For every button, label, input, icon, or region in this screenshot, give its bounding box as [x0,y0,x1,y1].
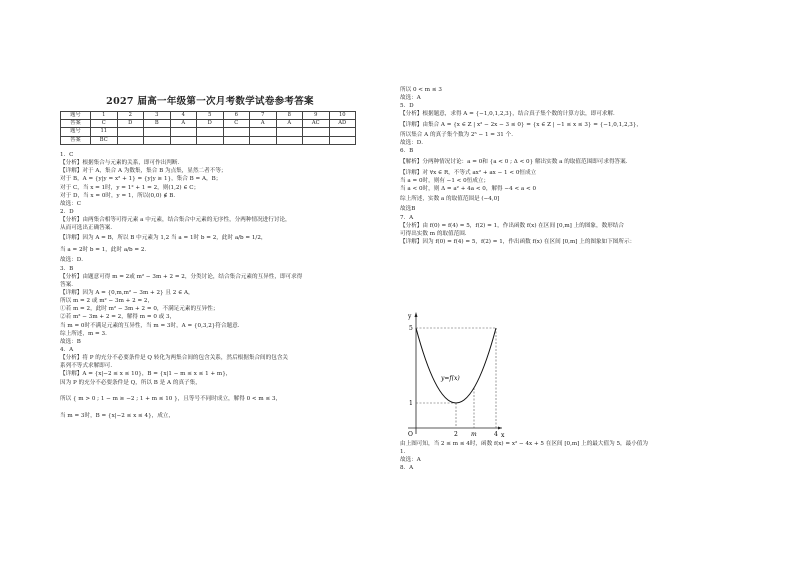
page-title: 2027 届高一年级第一次月考数学试卷参考答案 [106,96,314,107]
right-column-after-graph [400,440,700,473]
text-line: 综上所述，实数 a 的取值范围是 (−4,0] [400,196,500,203]
text-line: 从而可选出正确答案． [60,225,116,232]
answer-table-cell [170,128,197,136]
text-line: 故选：D． [400,139,427,146]
y-axis-label: y [408,313,412,320]
answer-table-cell: C [91,120,118,128]
text-line: 【详解】因为 A = B，所以 B 中元素为 1,2 当 a = 1时 b = 2，此时 a/b = 1/2， [60,235,267,242]
answer-table-cell: A [170,120,197,128]
text-line: 对于 D，当 x = 0时，y = 1，所以(0,0) ∉ B． [60,192,179,199]
text-line: 答案． [60,281,77,288]
text-line: 1． [400,449,410,456]
x-tick-4: 4 [494,431,498,438]
text-line: 所以 m = 2 或 m² − 3m + 2 = 2， [60,298,154,305]
answer-table-cell [303,136,330,144]
text-line: 4．A [60,346,74,353]
answer-table-cell: 5 [197,112,224,120]
answer-table-cell [144,136,171,144]
text-line: 故选：A [400,457,421,464]
answer-table-cell: 7 [250,112,277,120]
text-line: 综上所述，m = 3． [60,330,111,337]
text-line: 【分析】由 f(0) = f(4) = 5，f(2) = 1，作出函数 f(x) 在区间 [0,m] 上的图象，数形结合 [400,222,624,229]
answer-table-cell: B [144,120,171,128]
answer-table-cell [250,136,277,144]
answer-table-cell [170,136,197,144]
answer-table-cell [223,128,250,136]
text-line: 5．D [400,103,414,110]
text-line: 由上图可知，当 2 ≤ m ≤ 4时，函数 f(x) = x² − 4x + 5 在区间 [0,m] 上的最大值为 5，最小值为 [400,441,648,447]
answer-table-cell: 4 [170,112,197,120]
answer-table-cell [117,136,144,144]
x-axis-arrow [498,427,502,430]
text-line: 对于 B，A = {y|y = x² + 1} = {y|y ≥ 1}，集合 B = A，B； [60,176,222,183]
answer-table-cell [276,136,303,144]
origin-label: O [408,431,413,438]
parabola-curve [416,328,496,403]
x-tick-2: 2 [454,431,458,438]
y-tick-1: 1 [409,400,413,407]
text-line: 【分析】根据集合与元素的关系，即可作出判断． [60,160,184,167]
y-tick-5: 5 [409,325,413,332]
text-line: 【详解】因为 A = {0,m,m² − 3m + 2} 且 2 ∈ A， [60,289,194,296]
text-line: 【详解】因为 f(0) = f(4) = 5，f(2) = 1，作出函数 f(x) 在区间 [0,m] 上的图象如下图所示： [400,238,636,245]
answer-table-cell [117,128,144,136]
text-line: 对于 C，当 x = 1时，y = 1² + 1 = 2，则(1,2) ∈ C； [60,184,200,191]
answer-table-cell [144,128,171,136]
answer-table-cell [250,128,277,136]
text-line: 【详解】对于 A，集合 A 为数集，集合 B 为点集，显然二者不等； [60,168,227,175]
text-line: 所以 { m > 0 ; 1 − m ≥ −2 ; 1 + m ≤ 10 }，且等号不同时成立，解得 0 < m ≤ 3， [60,395,282,402]
text-line: 【分析】将 P 的充分不必要条件是 Q 转化为两集合间的包含关系，然后根据集合间的包含关 [60,355,289,362]
answer-table-cell: 3 [144,112,171,120]
text-line: 1．C [60,152,74,158]
text-line: 【详解】由集合 A = {x ∈ Z | x² − 2x − 3 ≤ 0} = {x ∈ Z | −1 ≤ x ≤ 3} = {−1,0,1,2,3}， [400,121,643,128]
graph-svg [398,310,508,438]
answer-table-header-cell: 题号 [61,128,91,136]
answer-table-cell [197,136,224,144]
text-line: 【详解】A = {x|−2 ≤ x ≤ 10}，B = {x|1 − m ≤ x ≤ 1 + m}， [60,371,232,378]
answer-table-row [61,128,356,136]
answer-table-cell: 10 [329,112,356,120]
answer-table-cell: A [250,120,277,128]
answer-table-cell [197,128,224,136]
text-line: 可得出实数 m 的取值范围． [400,230,471,237]
answer-table-cell: 6 [223,112,250,120]
answer-table [60,111,356,145]
answer-table-cell: 9 [303,112,330,120]
text-line: 因为 P 的充分不必要条件是 Q，所以 B 是 A 的真子集， [60,379,201,386]
answer-table-row [61,112,356,120]
text-line: ①若 m = 2，此时 m² − 3m + 2 = 0，不满足元素的互异性； [60,306,219,313]
text-line: 故选：D． [60,257,87,264]
text-line: 当 a = 0时，则有 −1 < 0恒成立； [400,178,490,185]
answer-table-cell [303,128,330,136]
text-line: 所以集合 A 的真子集个数为 2⁵ − 1 = 31 个． [400,131,517,138]
answer-table-row [61,136,356,144]
answer-table-header-cell: 答案 [61,136,91,144]
answer-table-cell: D [117,120,144,128]
answer-table-cell: C [223,120,250,128]
text-line: 【分析】由题意可得 m = 2或 m² − 3m + 2 = 2，分类讨论，结合集合元素的互异性，即可求得 [60,273,303,280]
answer-table-cell: 1 [91,112,118,120]
text-line: 当 a = 2时 b = 1，此时 a/b = 2． [60,247,151,254]
text-line: 当 m = 0时不满足元素的互异性，当 m = 3时，A = {0,3,2}符合题意． [60,322,244,329]
x-axis-label: x [501,432,505,438]
answer-table-cell: AC [303,120,330,128]
answer-table-header-cell: 答案 [61,120,91,128]
text-line: 系列不等式求解即可． [60,363,116,370]
answer-table-cell: 2 [117,112,144,120]
text-line: 当 m = 3时，B = {x|−2 ≤ x ≤ 4}，成立， [60,412,174,419]
text-line: 6．B [400,147,414,154]
text-line: 故选：A [400,95,421,102]
x-tick-m: m [471,431,477,438]
answer-table-cell [276,128,303,136]
text-line: 故选：C [60,200,82,207]
curve-label: y=f(x) [441,375,460,382]
answer-table-row [61,120,356,128]
text-line: 7．A [400,214,414,221]
answer-table-cell [329,136,356,144]
text-line: ②若 m² − 3m + 2 = 2，解得 m = 0 或 3， [60,314,176,321]
right-column [400,86,700,246]
left-column [60,151,360,420]
text-line: 【分析】根据题意，求得 A = {−1,0,1,2,3}，结合真子集个数的计算方法，即可求解． [400,111,619,118]
answer-table-cell: D [197,120,224,128]
answer-table-header-cell: 题号 [61,112,91,120]
y-axis-arrow [415,312,418,317]
text-line: 【解析】分两种情况讨论：a = 0和 {a < 0 ; Δ < 0} 解出实数 a 的取值范围即可求得答案． [400,158,632,165]
answer-table-cell [223,136,250,144]
answer-table-cell: 11 [91,128,118,136]
answer-table-cell [329,128,356,136]
text-line: 2．D [60,208,74,215]
answer-table-cell: BC [91,136,118,144]
answer-table-cell: A [276,120,303,128]
text-line: 所以 0 < m ≤ 3 [400,87,442,93]
function-graph [398,310,508,438]
text-line: 【分析】由两集合相等可得元素 a 中元素，结合集合中元素的无序性，分两种情况进行讨论， [60,217,291,224]
text-line: 故选B [400,206,416,213]
answer-table-cell: AD [329,120,356,128]
text-line: 8．A [400,465,414,472]
answer-table-cell: 8 [276,112,303,120]
text-line: 3．B [60,265,74,272]
text-line: 当 a < 0时，则 Δ = a² + 4a < 0，解得 −4 < a < 0 [400,186,537,193]
text-line: 故选：B [60,338,81,345]
text-line: 【详解】对 ∀x ∈ R，不等式 ax² + ax − 1 < 0恒成立 [400,169,537,176]
